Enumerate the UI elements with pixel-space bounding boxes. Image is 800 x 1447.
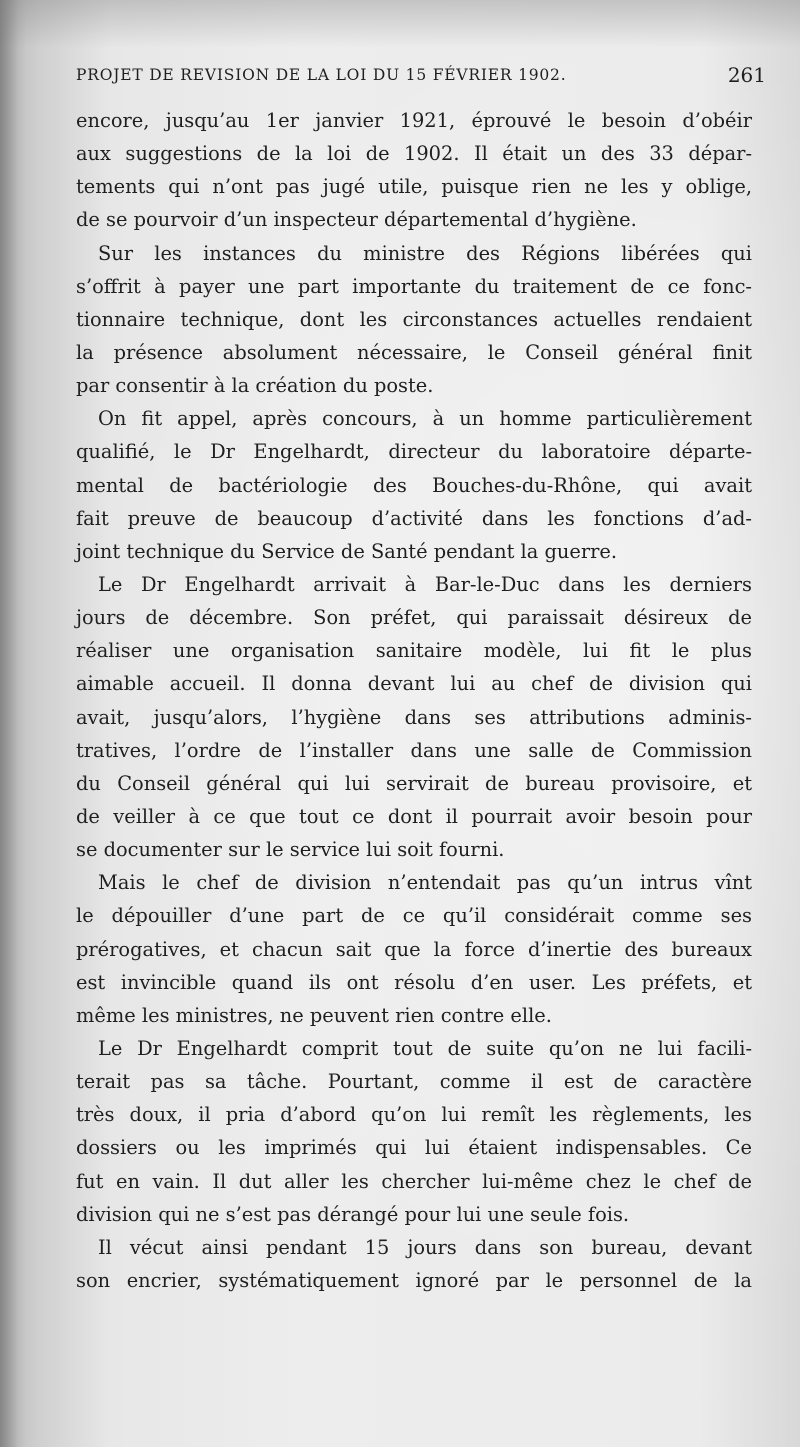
text-line: par consentir à la création du poste.	[76, 374, 434, 398]
body-text	[76, 104, 752, 1297]
text-line: de veiller à ce que tout ce dont il pourrait avoir besoin pour	[76, 804, 752, 828]
text-line: Il vécut ainsi pendant 15 jours dans son bureau, devant	[98, 1235, 752, 1259]
binding-shadow	[0, 0, 26, 1447]
text-line: le dépouiller d’une part de ce qu’il considérait comme ses	[76, 904, 752, 928]
text-line: la présence absolument nécessaire, le Conseil général finit	[76, 340, 752, 364]
text-line: fut en vain. Il dut aller les chercher lui-même chez le chef de	[76, 1169, 752, 1193]
text-line: tements qui n’ont pas jugé utile, puisque rien ne les y oblige,	[76, 175, 752, 199]
text-line: fait preuve de beaucoup d’activité dans les fonctions d’ad-	[76, 506, 752, 530]
page-number: 261	[727, 63, 766, 87]
top-edge-shadow	[0, 0, 800, 48]
text-line: Le Dr Engelhardt arrivait à Bar-le-Duc dans les derniers	[98, 572, 752, 596]
text-line: dossiers ou les imprimés qui lui étaient indispensables. Ce	[76, 1136, 752, 1160]
text-line: Sur les instances du ministre des Régions libérées qui	[98, 241, 752, 265]
text-line: réaliser une organisation sanitaire modèle, lui fit le plus	[76, 639, 752, 663]
text-line: très doux, il pria d’abord qu’on lui remît les règlements, les	[76, 1103, 752, 1127]
text-line: se documenter sur le service lui soit fourni.	[76, 838, 505, 862]
text-line: division qui ne s’est pas dérangé pour lui une seule fois.	[76, 1202, 630, 1226]
text-line: terait pas sa tâche. Pourtant, comme il est de caractère	[76, 1070, 752, 1094]
text-line: On fit appel, après concours, à un homme particulièrement	[98, 407, 752, 431]
text-line: aux suggestions de la loi de 1902. Il était un des 33 dépar-	[76, 142, 752, 166]
text-line: prérogatives, et chacun sait que la force d’inertie des bureaux	[76, 937, 752, 961]
text-line: de se pourvoir d’un inspecteur départemental d’hygiène.	[76, 208, 637, 232]
text-line: s’offrit à payer une part importante du traitement de ce fonc-	[76, 274, 752, 298]
text-line: est invincible quand ils ont résolu d’en user. Les préfets, et	[76, 970, 752, 994]
text-line: jours de décembre. Son préfet, qui paraissait désireux de	[76, 606, 752, 630]
text-line: tionnaire technique, dont les circonstances actuelles rendaient	[76, 307, 752, 331]
text-line: encore, jusqu’au 1er janvier 1921, éprouvé le besoin d’obéir	[76, 109, 752, 132]
text-line: du Conseil général qui lui servirait de bureau provisoire, et	[76, 771, 752, 795]
text-line: même les ministres, ne peuvent rien contre elle.	[76, 1003, 552, 1027]
text-line: son encrier, systématiquement ignoré par le personnel de la	[76, 1268, 752, 1292]
running-head	[76, 63, 766, 96]
text-line: Mais le chef de division n’entendait pas qu’un intrus vînt	[98, 871, 752, 895]
text-line: avait, jusqu’alors, l’hygiène dans ses attributions adminis-	[76, 705, 752, 729]
running-head-title: PROJET DE REVISION DE LA LOI DU 15 FÉVRIER 1902.	[76, 66, 567, 84]
text-line: Le Dr Engelhardt comprit tout de suite qu’on ne lui facili-	[98, 1036, 752, 1060]
text-line: mental de bactériologie des Bouches-du-Rhône, qui avait	[76, 473, 752, 497]
text-line: joint technique du Service de Santé pendant la guerre.	[76, 539, 618, 563]
text-line: aimable accueil. Il donna devant lui au chef de division qui	[76, 672, 752, 696]
text-line: tratives, l’ordre de l’installer dans une salle de Commission	[76, 738, 752, 762]
text-line: qualifié, le Dr Engelhardt, directeur du laboratoire départe-	[76, 440, 752, 464]
